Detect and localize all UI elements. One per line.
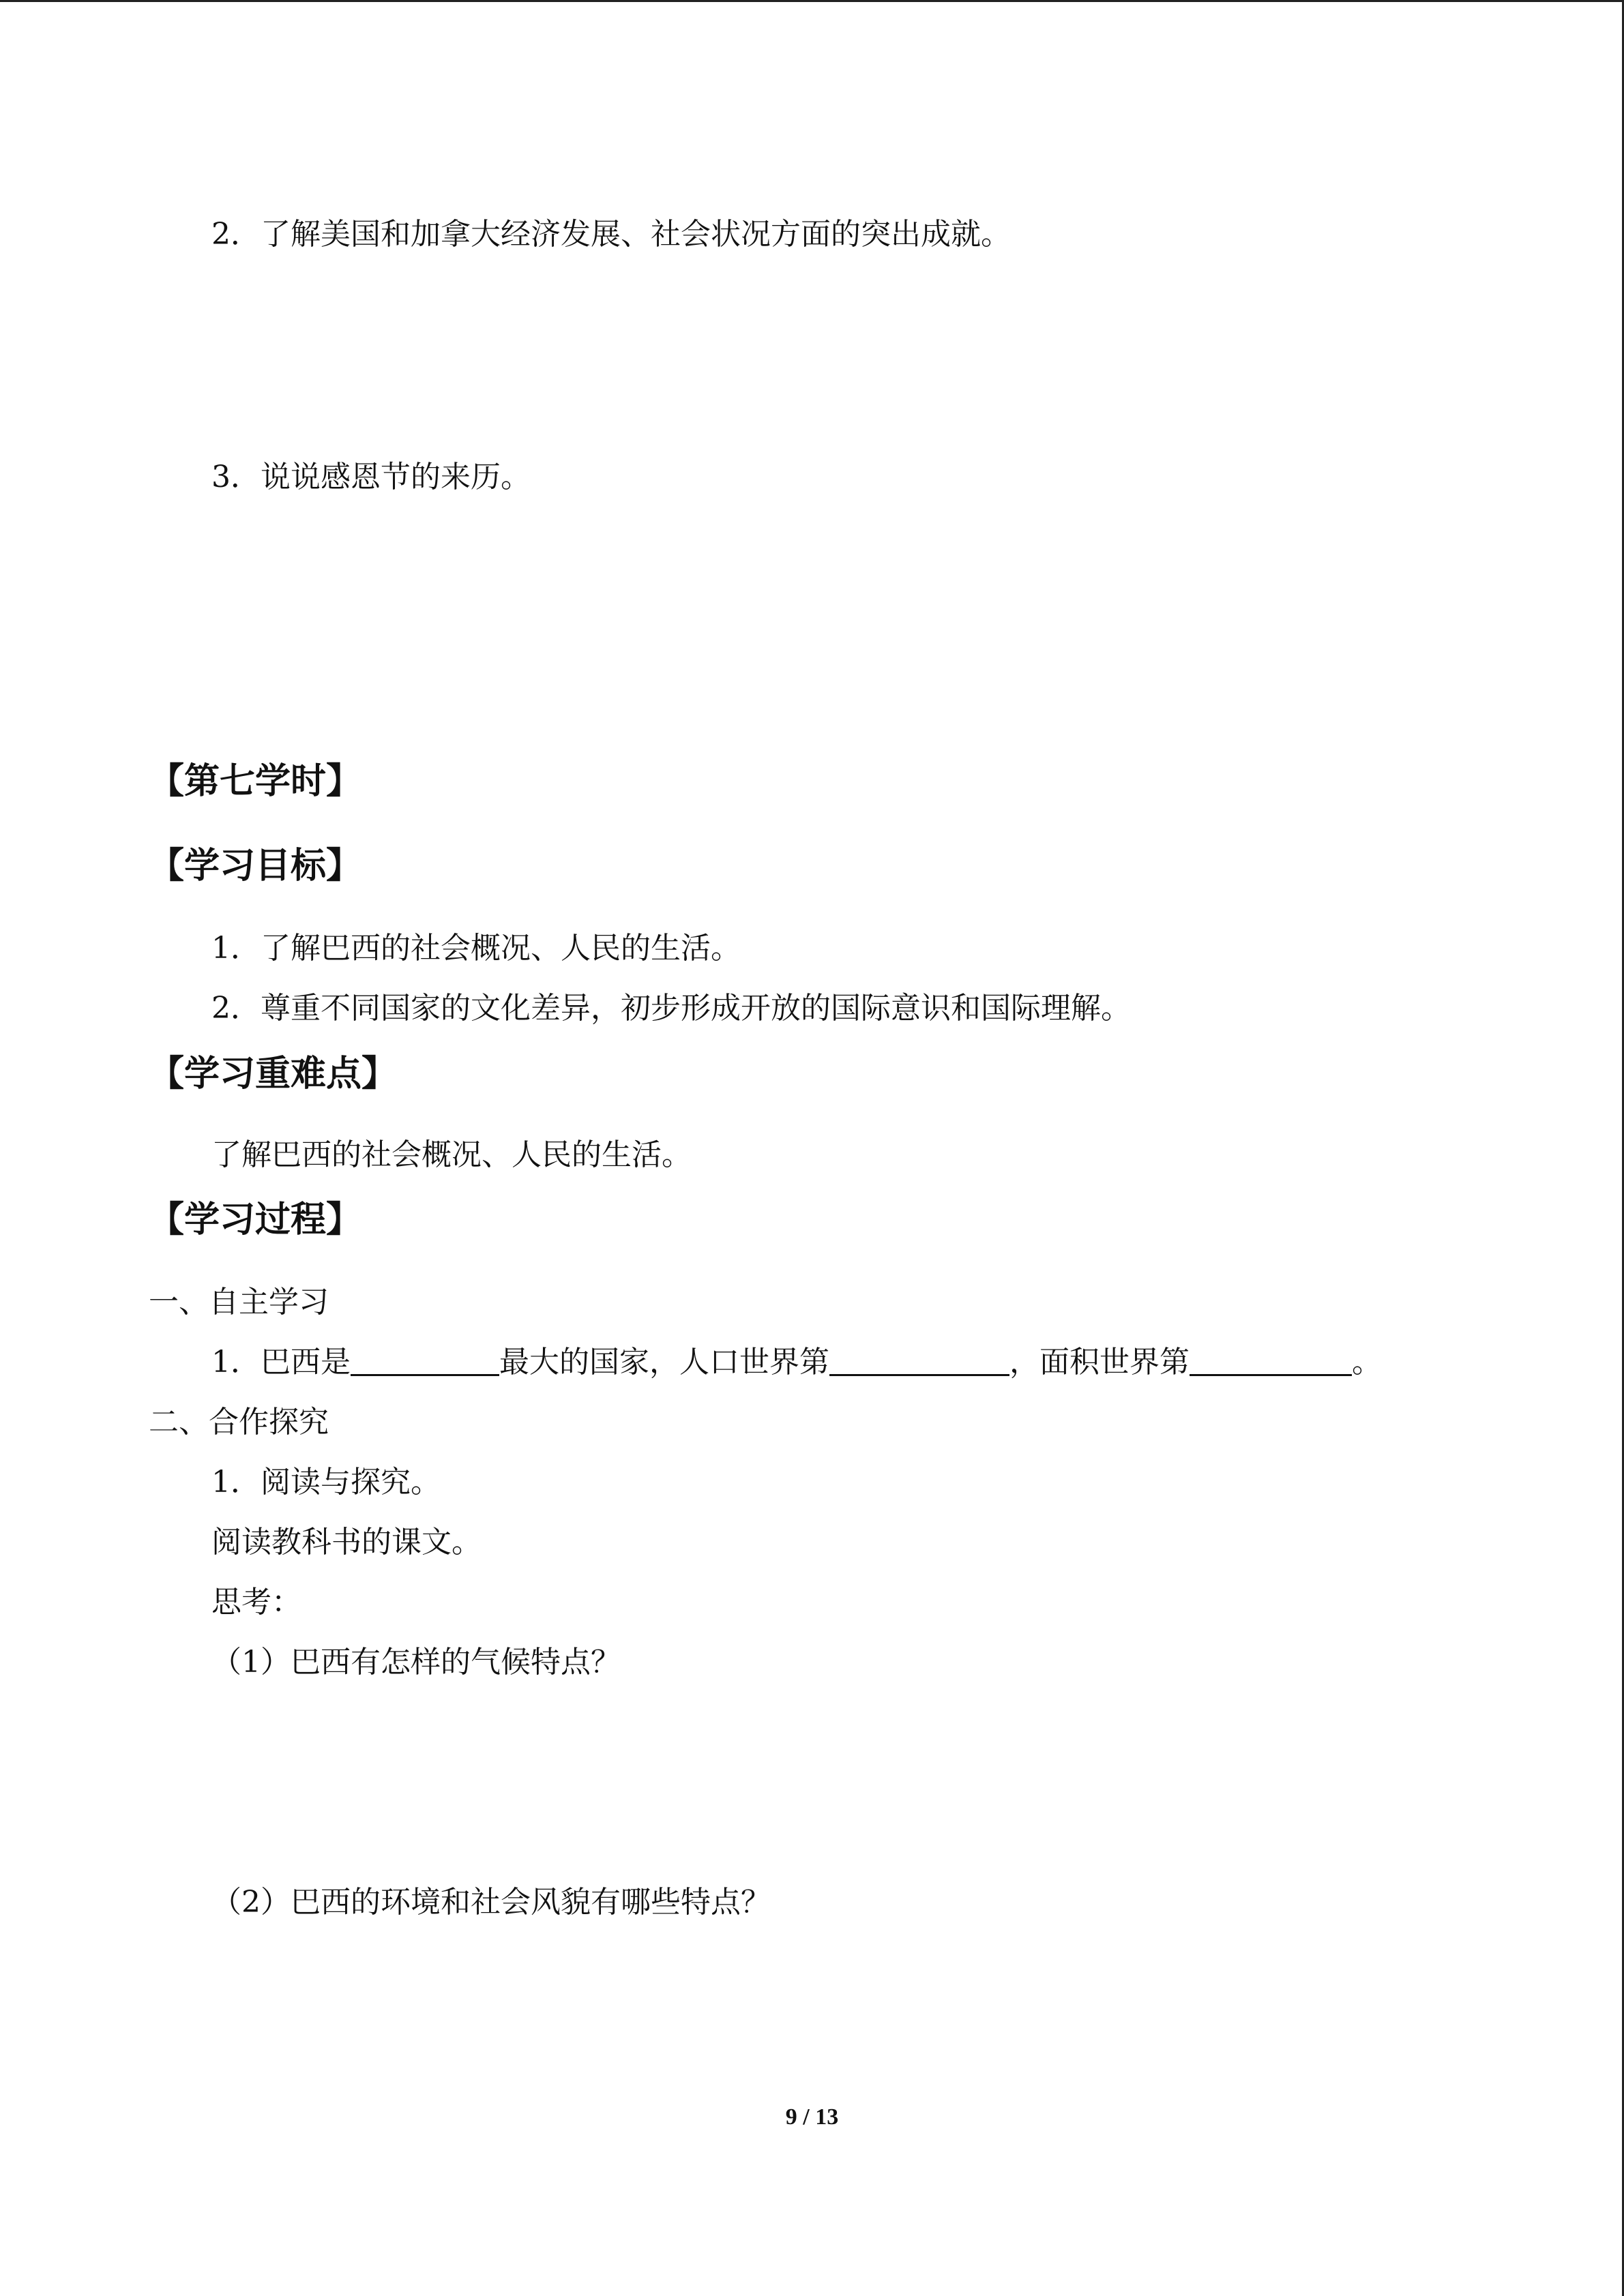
think-question-1: （1）巴西有怎样的气候特点？ [211,1645,621,1680]
answer-blank-3[interactable] [1190,1344,1352,1376]
question-text-part-4: 。 [1352,1345,1382,1380]
cooperation-title: 二、合作探究 [149,1405,329,1440]
page-number: 9 / 13 [785,2104,839,2130]
objective-item-1: 1．了解巴西的社会概况、人民的生活。 [211,931,741,966]
key-points-heading: 【学习重难点】 [149,1054,398,1094]
question-text-part-2: 最大的国家，人口世界第 [499,1345,829,1380]
question-text-part-1: 1．巴西是 [211,1345,351,1380]
process-heading: 【学习过程】 [149,1199,362,1240]
read-instruction: 阅读教科书的课文。 [211,1525,482,1560]
lesson-title: 【第七学时】 [149,761,362,802]
fill-in-question-1 [211,1343,1382,1382]
self-study-title: 一、自主学习 [149,1285,329,1320]
cooperation-item-1: 1．阅读与探究。 [211,1465,441,1500]
question-text-part-3: ，面积世界第 [1009,1345,1190,1380]
answer-blank-2[interactable] [829,1344,1009,1376]
think-label: 思考： [211,1585,301,1620]
page-top-border [0,0,1624,2]
objectives-heading: 【学习目标】 [149,846,362,886]
prev-objective-item-3: 3．说说感恩节的来历。 [211,460,531,494]
answer-blank-1[interactable] [351,1344,499,1376]
key-points-text: 了解巴西的社会概况、人民的生活。 [211,1137,692,1172]
objective-item-2: 2．尊重不同国家的文化差异，初步形成开放的国际意识和国际理解。 [211,991,1131,1026]
prev-objective-item-2: 2．了解美国和加拿大经济发展、社会状况方面的突出成就。 [211,217,1011,252]
think-question-2: （2）巴西的环境和社会风貌有哪些特点？ [211,1885,771,1920]
